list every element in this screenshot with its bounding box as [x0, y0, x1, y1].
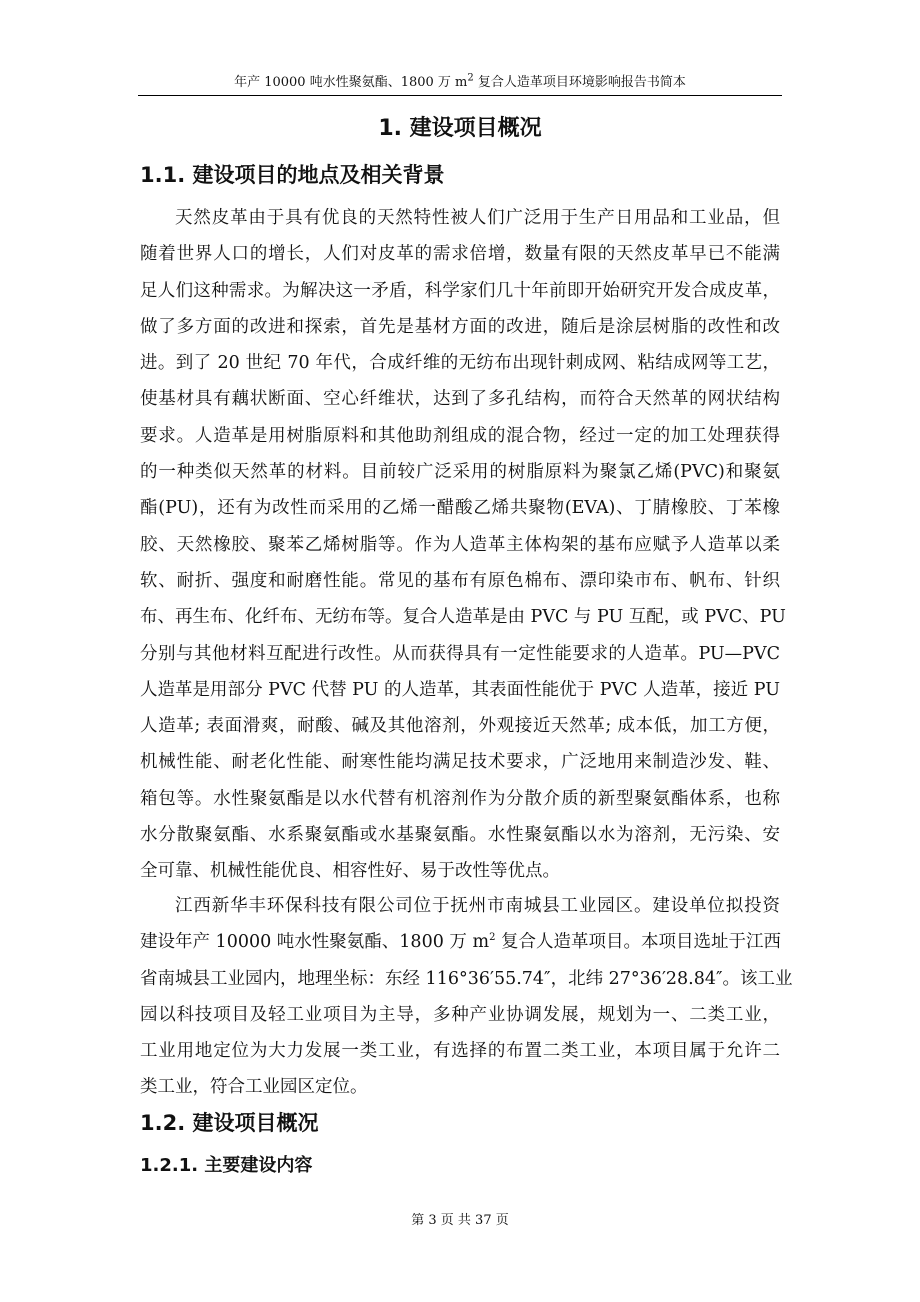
- section-1-1-title: 1.1. 建设项目的地点及相关背景: [140, 163, 445, 187]
- paragraph-line: 箱包等。水性聚氨酯是以水代替有机溶剂作为分散介质的新型聚氨酯体系，也称: [140, 788, 780, 809]
- running-header: [138, 74, 782, 92]
- paragraph-line: 进。到了 20 世纪 70 年代，合成纤维的无纺布出现针刺成网、粘结成网等工艺，: [140, 353, 780, 374]
- paragraph-line: 布、再生布、化纤布、无纺布等。复合人造革是由 PVC 与 PU 互配，或 PVC、PU: [140, 607, 786, 628]
- paragraph-line: 使基材具有藕状断面、空心纤维状，达到了多孔结构，而符合天然革的网状结构: [140, 389, 780, 410]
- section-1-2-title: 1.2. 建设项目概况: [140, 1111, 319, 1135]
- paragraph-location: [140, 888, 793, 1106]
- header-superscript: 2: [467, 72, 474, 84]
- paragraph-line: 工业用地定位为大力发展一类工业，有选择的布置二类工业，本项目属于允许二: [140, 1041, 780, 1062]
- paragraph-line: 水分散聚氨酯、水系聚氨酯或水基聚氨酯。水性聚氨酯以水为溶剂，无污染、安: [140, 825, 780, 846]
- paragraph-line: 人造革是用部分 PVC 代替 PU 的人造革，其表面性能优于 PVC 人造革，接近 PU: [140, 679, 780, 700]
- line-superscript: 2: [489, 932, 496, 944]
- paragraph-line: 江西新华丰环保科技有限公司位于抚州市南城县工业园区。建设单位拟投资: [175, 896, 780, 916]
- line-text-part1: 建设年产 10000 吨水性聚氨酯、1800 万 m: [140, 932, 490, 953]
- chapter-title: 1. 建设项目概况: [378, 116, 542, 141]
- paragraph-line: 软、耐折、强度和耐磨性能。常见的基布有原色棉布、漂印染市布、帆布、针织: [140, 570, 780, 591]
- paragraph-line: [140, 924, 780, 960]
- paragraph-line: 全可靠、机械性能优良、相容性好、易于改性等优点。: [140, 861, 560, 882]
- paragraph-line: 酯(PU)，还有为改性而采用的乙烯一醋酸乙烯共聚物(EVA)、丁腈橡胶、丁苯橡: [140, 498, 780, 519]
- page-footer: 第 3 页 共 37 页: [411, 1213, 509, 1228]
- paragraph-rest: [140, 961, 793, 1106]
- paragraph-line: 足人们这种需求。为解决这一矛盾，科学家们几十年前即开始研究开发合成皮革，: [140, 280, 780, 301]
- line-text-part2: 复合人造革项目。本项目选址于江西: [495, 932, 781, 953]
- paragraph-line: 园以科技项目及轻工业项目为主导，多种产业协调发展，规划为一、二类工业，: [140, 1004, 780, 1025]
- paragraph-line: 人造革; 表面滑爽，耐酸、碱及其他溶剂，外观接近天然革; 成本低，加工方便，: [140, 716, 780, 737]
- paragraph-line: 分别与其他材料互配进行改性。从而获得具有一定性能要求的人造革。PU—PVC: [140, 643, 780, 664]
- paragraph-background: [140, 200, 786, 890]
- paragraph-line: 天然皮革由于具有优良的天然特性被人们广泛用于生产日用品和工业品，但: [175, 208, 780, 228]
- paragraph-line: 做了多方面的改进和探索，首先是基材方面的改进，随后是涂层树脂的改性和改: [140, 316, 780, 337]
- paragraph-line: 要求。人造革是用树脂原料和其他助剂组成的混合物，经过一定的加工处理获得: [140, 425, 780, 446]
- paragraph-line: 类工业，符合工业园区定位。: [140, 1077, 368, 1098]
- header-text-part2: 复合人造革项目环境影响报告书简本: [473, 75, 686, 90]
- paragraph-line: 胶、天然橡胶、聚苯乙烯树脂等。作为人造革主体构架的基布应赋予人造革以柔: [140, 534, 780, 555]
- paragraph-line: 随着世界人口的增长，人们对皮革的需求倍增，数量有限的天然皮革早已不能满: [140, 244, 780, 265]
- paragraph-line: 省南城县工业园内，地理坐标：东经 116°36′55.74″，北纬 27°36′28.84″。该工业: [140, 968, 793, 989]
- header-text-part1: 年产 10000 吨水性聚氨酯、1800 万 m: [234, 75, 468, 90]
- paragraph-line: 机械性能、耐老化性能、耐寒性能均满足技术要求，广泛地用来制造沙发、鞋、: [140, 752, 780, 773]
- header-rule: [138, 95, 782, 96]
- paragraph-line: 的一种类似天然革的材料。目前较广泛采用的树脂原料为聚氯乙烯(PVC)和聚氨: [140, 462, 780, 483]
- section-1-2-1-title: 1.2.1. 主要建设内容: [140, 1155, 313, 1176]
